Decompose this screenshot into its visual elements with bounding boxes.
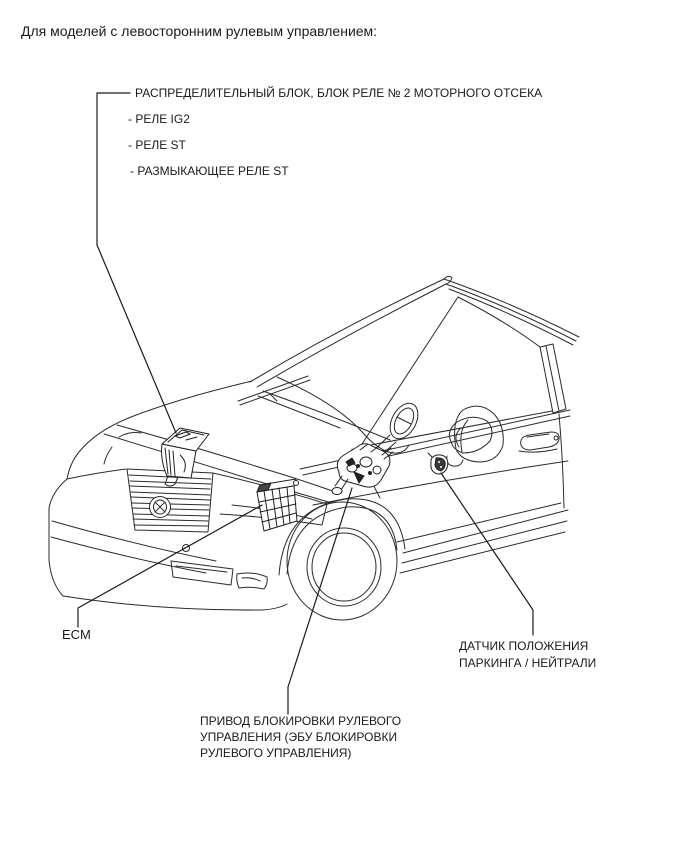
callout-park-neutral-sensor-line1: ДАТЧИК ПОЛОЖЕНИЯ [459,639,589,653]
callout-ecm-label: ECM [62,627,91,642]
page-title: Для моделей с левосторонним рулевым управлением: [21,23,378,39]
steering-lock-actuator-drawing [332,444,393,495]
callout-steering-lock-line3: РУЛЕВОГО УПРАВЛЕНИЯ) [200,746,352,760]
ecm-drawing [257,479,299,531]
callout-relay-item-st: - РЕЛЕ ST [128,138,186,152]
brand-emblem [150,497,171,518]
callout-relay-item-ig2: - РЕЛЕ IG2 [128,112,190,126]
park-neutral-sensor-drawing [428,453,448,474]
callout-park-neutral-sensor-line2: ПАРКИНГА / НЕЙТРАЛИ [459,656,597,670]
door-handle [519,432,559,452]
callout-relay-block-title: РАСПРЕДЕЛИТЕЛЬНЫЙ БЛОК, БЛОК РЕЛЕ № 2 МОТОРНОГО ОТСЕКА [135,86,543,100]
callout-steering-lock-line2: УПРАВЛЕНИЯ (ЭБУ БЛОКИРОВКИ [200,730,398,744]
car-drawing [49,276,579,620]
callout-steering-lock-line1: ПРИВОД БЛОКИРОВКИ РУЛЕВОГО [200,714,402,728]
leader-line-park-neutral-sensor [441,473,533,635]
callout-relay-item-st-cutoff: - РАЗМЫКАЮЩЕЕ РЕЛЕ ST [130,164,289,178]
